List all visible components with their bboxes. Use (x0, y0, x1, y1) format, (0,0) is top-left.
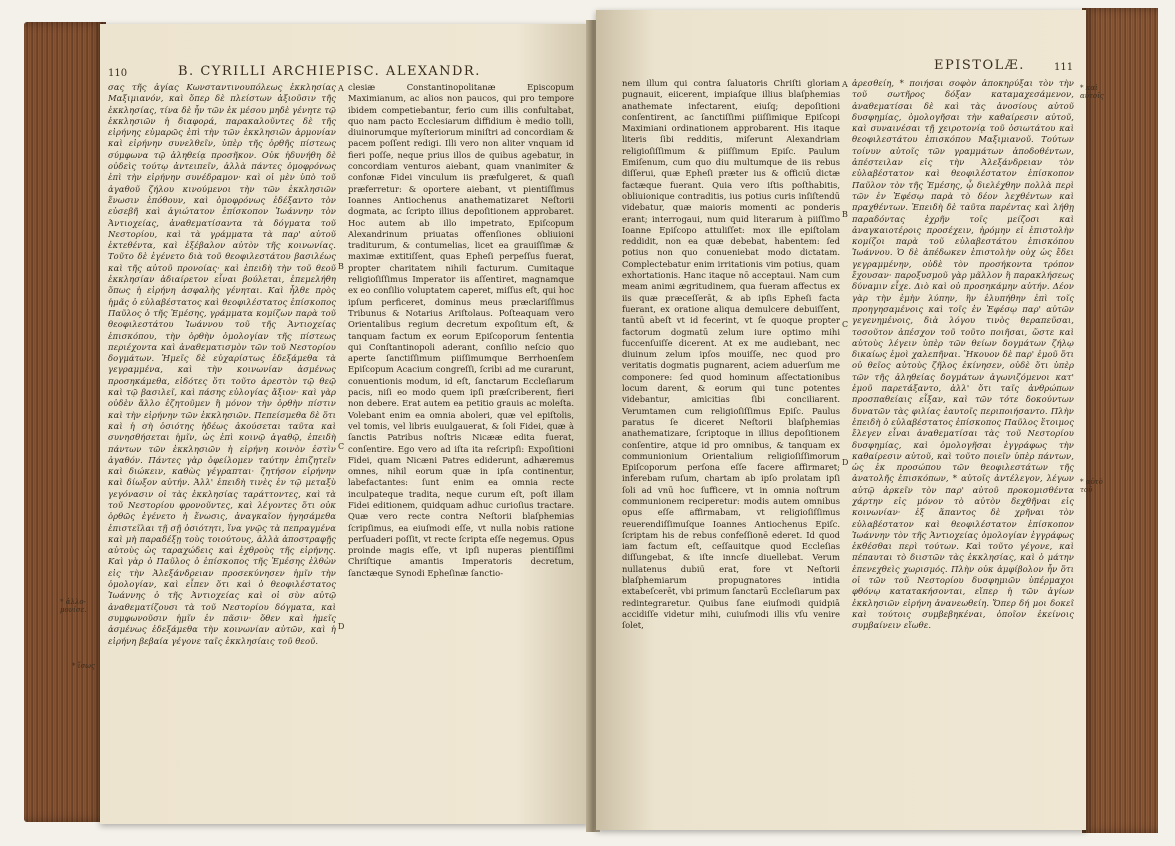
section-marker-d: D (338, 622, 345, 631)
page-number: 110 (108, 68, 128, 79)
right-page (596, 10, 1086, 830)
margin-note: * ἀλλο-μονίσε. (60, 598, 87, 614)
latin-text: clesiæ Constantinopolitanæ Episcopum Maximianum, ac alios non paucos, qui pro tempore ibidem competiebantur, ferio cum illis confultabat, quo nam pacto Ecclesiarum diffidium è medio tolli, diuinorumque myſteriorum miniſtri ad concordiam & pacem poſſent redigi. Illi vero non aliter vnquam id fieri poſſe, neque prius illos de quibus agebatur, in concordiam venturos aiebant, quam vnanimiter & confonæ Fidei vinculum iis præfulgeret, & quaſi præferretur: & oportere aiebant, vt pientiſſimus Ioannes Antiochenus anathematizaret Neſtorii dogmata, ac ſcripto illius depoſitionem approbaret. Hoc autem ab illo impetrato, Epiſcopum Alexandrinum priuatas offenſiones obliuioni traditurum, & contumelias, licet ea grauiſſimæ & maximæ extitiſſent, quas Epheſi perpeſſus fuerat, propter charitatem nihili facturum. Cumitaque religioſiſſimus Imperator iis aſſentiret, magnamque ex eo conſilio voluptatem caperet, miſſus eſt, qui hoc ipſum perficeret, dominus meus præclariſſimus Tribunus & Notarius Ariſtolaus. Poſteaquam vero Orientalibus regium decretum expoſitum eſt, & tanquam factum ex eorum Epiſcoporum ſententia qui Conſtantinopoli aderant, conſilio neſcio quo aperte ſanctiſſimum piiſſimumque Berrhoenſem Epiſcopum Acacium congreſſi, ſcribi ad me curarunt, conuentionis modum, id eſt, ſanctarum Eccleſiarum pacis, niſi eo modo quem ipſi præſcriberent, fieri non debere. Erat autem ea petitio grauis ac moleſta. Volebant enim ea omnia aboleri, quæ vel epiſtolis, vel tomis, vel libris euulgauerat, & ſoli Fidei, quæ à ſanctis Patribus noſtris Nicææ edita fuerat, conſentire. Ego vero ad iſta ita reſcripſi: Expoſitioni Fidei, quam Nicæni Patres ediderunt, adhæremus omnes, nihil eorum quæ in ipſa continentur, labefactantes: ſunt enim ea omnia recte inculpateque tradita, neque curum eſt, poſt illam Fidei editionem, quidquam adhuc curioſius tractare. Quæ vero recte contra Neſtorii blaſphemias ſcripſimus, ea eiuſmodi eſſe, vt nulla nobis ratione perſuaderi poſſit, vt recte ſcripta eſſe negemus. Opus proinde magis eſſe, vt ipſi nuperas pientiſſimi Chriſtique amantis Imperatoris decretum, ſanctæque Synodi Epheſinæ ſanctio- (348, 82, 574, 578)
latin-column (622, 78, 840, 820)
running-head: B. CYRILLI ARCHIEPISC. ALEXANDR. (178, 64, 481, 79)
margin-note: * καὶ αὐτοῖς (1080, 84, 1104, 100)
margin-note: * αὐτὸ τοῦ (1080, 478, 1103, 494)
greek-column (108, 82, 336, 817)
section-marker-b: B (842, 210, 848, 219)
book-edge-left (24, 22, 106, 822)
greek-text: σας τῆς ἁγίας Κωνσταντινουπόλεως ἐκκλησίας Μαξιμιανόν, καὶ ὅπερ δὲ πλείστων ἀξιοῦσιν τῆς ἐκκλησίας, τίνα δὲ ἦν τῶν ἐκ μέσου μηδὲ γένητε τῷ ἐκκλησιῶν ἡ διαφορά, παρακαλοῦντες δὲ τῆς εἰρήνης εὐμαρῶς ἐπὶ τὴν τῶν ἐκκλησιῶν ἁρμονίαν καὶ εἰρήνην συνελθεῖν, ὑπὲρ τῆς ὀρθῆς πίστεως σύμφωνα τῷ ἀληθείᾳ προσῆκον. Οὐκ ἠδυνήθη δὲ οὐδεὶς τούτῳ ἀντειπεῖν, ἀλλὰ πάντες ὁμοφρόνως ἐπὶ τὴν εἰρήνην συνέδραμον· καὶ οἱ μὲν ὑπὸ τοῦ ἀγαθοῦ ζήλου κινούμενοι τὴν τῶν ἐκκλησιῶν ἕνωσιν ἐπόθουν, καὶ ὁμοφρόνως ἐδέξαντο τὸν εὐσεβῆ καὶ ἁγιώτατον ἐπίσκοπον Ἰωάννην τὸν Ἀντιοχείας, ἀναθεματίσαντα τὰ δόγματα τοῦ Νεστορίου, καὶ τὰ γράμματα τὰ παρ' αὐτοῦ ἐκτεθέντα, καὶ ἐξέβαλον αὐτὸν τῆς κοινωνίας. Τοῦτο δὲ ἐγένετο διὰ τοῦ θεοφιλεστάτου βασιλέως καὶ τῆς αὐτοῦ προνοίας· καὶ ἐπειδὴ τὴν τοῦ θεοῦ ἐκκλησίαν ἀδιαίρετον εἶναι βούλεται, ἐπεμελήθη ὅπως ἡ εἰρήνη ἀσφαλὴς γένηται. Καὶ ἦλθε πρὸς ἡμᾶς ὁ εὐλαβέστατος καὶ θεοφιλέστατος ἐπίσκοπος Παῦλος ὁ τῆς Ἐμέσης, γράμματα κομίζων παρὰ τοῦ θεοφιλεστάτου Ἰωάννου τοῦ τῆς Ἀντιοχείας ἐπισκόπου, τὴν ὀρθὴν ὁμολογίαν τῆς πίστεως περιέχοντα καὶ ἀναθεματισμὸν τῶν τοῦ Νεστορίου δογμάτων. Ἡμεῖς δὲ εὐχαρίστως ἐδεξάμεθα τὰ γεγραμμένα, καὶ τὴν κοινωνίαν ἀσμένως προσηκάμεθα, εἰδότες ὅτι τοῦτο ἀρεστὸν τῷ θεῷ καὶ τῷ βασιλεῖ, καὶ πάσης εὐλογίας ἄξιον· καὶ γὰρ οὐδὲν ἄλλο ἐζητοῦμεν ἢ μόνον τὴν ὀρθὴν πίστιν καὶ τὴν εἰρήνην τῶν ἐκκλησιῶν. Πεπείσμεθα δὲ ὅτι καὶ ἡ σὴ ὁσιότης ἡδέως ἀκούσεται ταῦτα καὶ συνησθήσεται ἡμῖν, ὡς ἐπὶ κοινῷ ἀγαθῷ, ἐπειδὴ πάντων τῶν ἐκκλησιῶν ἡ εἰρήνη κοινὸν ἐστὶν ἀγαθόν. Πάντες γὰρ ὀφείλομεν ταύτην ἐπιζητεῖν καὶ διώκειν, καθὼς γέγραπται· ζητήσον εἰρήνην καὶ δίωξον αὐτήν. Ἀλλ' ἐπειδὴ τινὲς ἐν τῷ μεταξὺ γεγόνασιν οἱ τὰς ἐκκλησίας ταράττοντες, καὶ τὰ τοῦ Νεστορίου φρονοῦντες, καὶ λέγοντες ὅτι οὐκ ὀρθῶς ἐγένετο ἡ ἕνωσις, ἀναγκαῖον ἡγησάμεθα ἐπιστεῖλαι τῇ σῇ ὁσιότητι, ἵνα γνῷς τὰ πεπραγμένα καὶ μὴ παραδέξῃ τοὺς τοιούτους, ἀλλὰ ἀποστραφῇς αὐτοὺς ὡς ταραχώδεις καὶ ἐχθροὺς τῆς εἰρήνης. Καὶ γὰρ ὁ Παῦλος ὁ ἐπίσκοπος τῆς Ἐμέσης ἐλθὼν εἰς τὴν Ἀλεξάνδρειαν προσεκύνησεν ἡμῖν τὴν ὁμολογίαν, καὶ εἶπεν ὅτι καὶ ὁ θεοφιλέστατος Ἰωάννης ὁ τῆς Ἀντιοχείας καὶ οἱ σὺν αὐτῷ ἀναθεματίζουσι τὰ τοῦ Νεστορίου δόγματα, καὶ συμφωνοῦσιν ἡμῖν ἐν πᾶσιν· ὅθεν καὶ ἡμεῖς ἀσμένως ἐδεξάμεθα τὴν κοινωνίαν αὐτῶν, καὶ ἡ εἰρήνη βεβαία γέγονε ταῖς ἐκκλησίαις τοῦ θεοῦ. (108, 82, 336, 646)
section-marker-c: C (842, 320, 849, 329)
latin-column (348, 82, 574, 817)
book-edge-right (1082, 8, 1158, 833)
margin-note: * ἴσως (72, 662, 95, 670)
section-marker-a: A (338, 84, 344, 93)
section-marker-c: C (338, 442, 345, 451)
running-head: EPISTOLÆ. (934, 58, 1025, 73)
greek-text: ἀρεσθείη, * ποιήσαι σοφὸν ἀποκηρύξαι τὸν τὴν τοῦ σωτῆρος δόξαν καταμαχεσάμενον, ἀναθεματίσαι δὲ καὶ τὰς ἀνοσίους αὐτοῦ δυσφημίας, ὁμολογῆσαι τὴν καθαίρεσιν αὐτοῦ, καὶ συναινέσαι τῇ χειροτονίᾳ τοῦ ὁσιωτάτου καὶ θεοφιλεστάτου ἐπισκόπου Μαξιμιανοῦ. Τούτων τοίνυν αὐτοῖς τῶν γραμμάτων ἀποδοθέντων, ἀπέστειλαν εἰς τὴν Ἀλεξάνδρειαν τὸν εὐλαβέστατον καὶ θεοφιλέστατον ἐπίσκοπον Παῦλον τὸν τῆς Ἐμέσης, ᾧ διελέχθην πολλὰ περὶ τῶν ἐν Ἐφέσῳ παρὰ τὸ δέον λεχθέντων καὶ πραχθέντων. Ἐπειδὴ δὲ ταῦτα παρέντας καὶ λήθῃ παραδόντας ἐχρῆν τοῖς μείζοσι καὶ ἀναγκαιοτέροις προσέχειν, ἠρόμην εἰ ἐπιστολὴν κομίζοι παρὰ τοῦ εὐλαβεστάτου ἐπισκόπου Ἰωάννου. Ὁ δὲ ἀπέδωκεν ἐπιστολὴν οὐχ ὡς ἔδει γεγραμμένην, οὐδὲ τὸν προσήκοντα τρόπον ἔχουσαν· παροξυσμοῦ γὰρ μᾶλλον ἢ παρακλήσεως δύναμιν εἶχε. Διὸ καὶ οὐ προσηκάμην αὐτήν. Δέον γὰρ τὴν ἐμὴν λύπην, ἣν ἐλυπήθην ἐπὶ τοῖς προηγησαμένοις καὶ τοῖς ἐν Ἐφέσῳ παρ' αὐτῶν γεγενημένοις, διὰ λόγου τινὸς θεραπεῦσαι, τοσοῦτον ἀπέσχον τοῦ τοῦτο ποιῆσαι, ὥστε καὶ αὐτοὺς λέγειν ὑπὲρ τῶν θείων δογμάτων ζήλῳ δικαίως ἐμοὶ χαλεπῆναι. Ἤκουον δὲ παρ' ἐμοῦ ὅτι οὐ θεῖος αὐτοὺς ζῆλος ἐκίνησεν, οὐδὲ ὅτι ὑπὲρ τῶν τῆς ἀληθείας δογμάτων ἀγωνιζόμενοι κατ' ἐμοῦ παρετάξαντο, ἀλλ' ὅτι ταῖς ἀνθρώπων προσπαθείαις εἶξαν, καὶ τῶν τότε δοκούντων δυνατῶν τὰς φιλίας ἑαυτοῖς περιποιήσαντο. Πλὴν ἐπειδὴ ὁ εὐλαβέστατος ἐπίσκοπος Παῦλος ἕτοιμος ἔλεγεν εἶναι ἀναθεματίσαι τὰς τοῦ Νεστορίου δυσφημίας, καὶ ὁμολογῆσαι ἐγγράφως τὴν καθαίρεσιν αὐτοῦ, καὶ τοῦτο ποιεῖν ὑπὲρ πάντων, ὡς ἐκ προσώπου τῶν θεοφιλεστάτων τῆς ἀνατολῆς ἐπισκόπων, * αὐτοῖς ἀντέλεγον, λέγων αὐτῷ ἀρκεῖν τὸν παρ' αὐτοῦ προκομισθέντα χάρτην εἰς μόνον τὸ αὐτὸν δεχθῆναι εἰς κοινωνίαν· ἐξ ἅπαντος δὲ χρῆναι τὸν εὐλαβέστατον καὶ θεοφιλέστατον ἐπίσκοπον Ἰωάννην τὸν τῆς Ἀντιοχείας ὁμολογίαν ἐγγράφως ἐκθέσθαι περὶ τούτων. Καὶ τοῦτο γέγονε, καὶ πέπαυται τὸ διιστῶν τὰς ἐκκλησίας, καὶ ὁ μάτην ἐπενεχθεὶς χωρισμός. Πλὴν οὐκ ἀμφίβολον ἦν ὅτι οἱ τῶν τοῦ Νεστορίου δυσφημιῶν ὑπέρμαχοι φθόνῳ κατατακήσονται, εἴπερ ἡ τῶν ἁγίων ἐκκλησιῶν εἰρήνη ἀνανεωθείη. Ὅπερ δή μοι δοκεῖ καὶ τούτοις συμβεβηκέναι, ὁποῖον ἐκείνοις συμβαίνειν εἴωθε. (852, 78, 1074, 631)
section-marker-a: A (842, 80, 848, 89)
latin-text: nem illum qui contra ſaluatoris Chriſti gloriam pugnauit, eiicerent, impiaſque illius blaſphemias anathemate infectarent, eiuſq; depoſitioni conſentirent, ac ſanctiſſimi piiſſimique Epiſcopi Maximiani ordinationem approbarent. His itaque literis ſibi redditis, miſerunt Alexandriam religioſiſſimum & piiſſimum Epiſc. Paulum Emiſenum, cum quo diu multumque de iis rebus diſſerui, quæ Epheſi præter ius & officiū dictæ factæque fuerant. Quia vero iſtis poſthabitis, obliuionique contraditis, ius potius curis inſiſtendū videbatur, quæ maioris momenti ac ponderis erant; interrogaui, num quid literarum à piiſſimo Ioanne Epiſcopo attuliſſet: mox ille epiſtolam reddidit, non ea quæ debebat, habentem: ſed potius non quo conueniebat modo dictatam. Complectebatur enim irritationis vim potius, quam exhortationis. Hanc itaque nō acceptaui. Nam cum meam animi ægritudinem, qua fueram affectus ex iis quæ præceſſerāt, & ab ipſis Epheſi facta fuerant, ex oratione aliqua demulcere debuiſſent, tantū abeſt vt id fecerint, vt ſe quoque propter factorum dogmatū zelum iure optimo mihi fuccenſuiſſe dicerent. At ex me audiebant, nec diuinum zelum ipſos mouiſſe, nec quod pro veritatis dogmatis pugnarent, aciem aduerſum me componere: ſed quod hominum aſſectationibus locum darent, & eorum qui tunc potentes videbantur, amicitias ſibi conciliarent. Verumtamen cum religioſiſſimus Epiſc. Paulus paratus ſe diceret Neſtorii blaſphemias anathematizare, ſcriptoque in illius depoſitionem conſentire, atque id pro omnibus, & tanquam ex communionium Orientalium religioſiſſimorum Epiſcoporum perſona eſſe facere affirmaret; inferebam ruſum, chartam ab ipſo prolatam ipſi ſoli ad vnū hoc ſufficere, vt in omnia noſtrum communionem reciperetur: modis autem omnibus opus eſſe affirmabam, vt religioſiſſimus reuerendiſſimuſque Ioannes Antiochenus Epiſc. ſcriptam his de rebus confeſſionē ederet. Id quod iam factum eſt, ceſſauitque quod Eccleſias diſſungebat, & iſte inncſe diuellebat. Verum nullatenus dubiū erat, fore vt Neſtorii blaſphemiarum propugnatores intidia extabeſcerēt, vbi primum ſanctarū Eccleſiarum pax redintegraretur. Quibus ſane eiuſmodi quidpiā accidiſſe videtur mihi, cuiuſmodi illis vſu venire ſolet, (622, 78, 840, 631)
left-page (100, 24, 590, 824)
page-number: 111 (1054, 62, 1074, 73)
greek-column (852, 78, 1074, 820)
section-marker-b: B (338, 262, 344, 271)
section-marker-d: D (842, 458, 849, 467)
